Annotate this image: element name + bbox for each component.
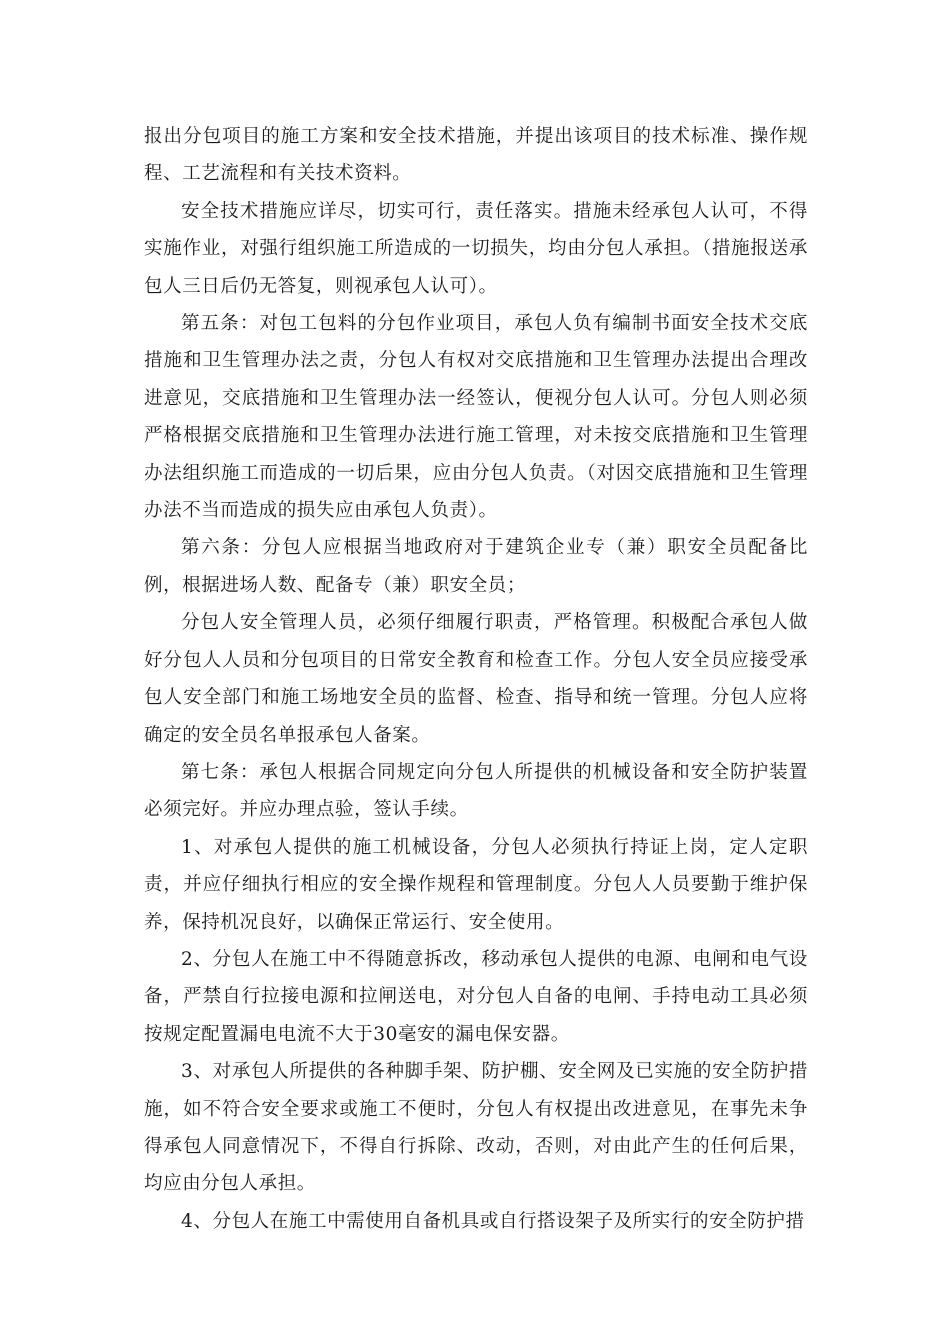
paragraph-item-3: 3、对承包人所提供的各种脚手架、防护棚、安全网及已实施的安全防护措施，如不符合安全要求或施工不便时，分包人有权提出改进意见，在事先未争得承包人同意情况下，不得自行拆除、改动，否则，对由此产生的任何后果，均应由分包人承担。 <box>144 1061 808 1195</box>
paragraph-article-6: 第六条：分包人应根据当地政府对于建筑企业专（兼）职安全员配备比例，根据进场人数、配备专（兼）职安全员； <box>144 537 808 596</box>
paragraph-item-1: 1、对承包人提供的施工机械设备，分包人必须执行持证上岗，定人定职责，并应仔细执行相应的安全操作规程和管理制度。分包人人员要勤于维护保养，保持机况良好，以确保正常运行、安全使用。 <box>144 836 808 933</box>
paragraph-safety-staff: 分包人安全管理人员，必须仔细履行职责，严格管理。积极配合承包人做好分包人人员和分包项目的日常安全教育和检查工作。分包人安全员应接受承包人安全部门和施工场地安全员的监督、检查、指导和统一管理。分包人应将确定的安全员名单报承包人备案。 <box>144 612 808 746</box>
paragraph-item-2: 2、分包人在施工中不得随意拆改，移动承包人提供的电源、电闸和电气设备，严禁自行拉接电源和拉闸送电，对分包人自备的电闸、手持电动工具必须按规定配置漏电电流不大于30毫安的漏电保安器。 <box>144 948 808 1045</box>
paragraph-1: 报出分包项目的施工方案和安全技术措施，并提出该项目的技术标准、操作规程、工艺流程和有关技术资料。 <box>144 126 808 185</box>
paragraph-article-5: 第五条：对包工包料的分包作业项目，承包人负有编制书面安全技术交底措施和卫生管理办法之责，分包人有权对交底措施和卫生管理办法提出合理改进意见，交底措施和卫生管理办法一经签认，便视分包人认可。分包人则必须严格根据交底措施和卫生管理办法进行施工管理，对未按交底措施和卫生管理办法组织施工而造成的一切后果，应由分包人负责。（对因交底措施和卫生管理办法不当而造成的损失应由承包人负责）。 <box>144 313 808 522</box>
document-body <box>144 118 808 1240</box>
paragraph-2: 安全技术措施应详尽，切实可行，责任落实。措施未经承包人认可，不得实施作业，对强行组织施工所造成的一切损失，均由分包人承担。（措施报送承包人三日后仍无答复，则视承包人认可）。 <box>144 200 808 297</box>
paragraph-item-4: 4、分包人在施工中需使用自备机具或自行搭设架子及所实行的安全防护措 <box>181 1210 805 1232</box>
paragraph-article-7: 第七条：承包人根据合同规定向分包人所提供的机械设备和安全防护装置必须完好。并应办理点验，签认手续。 <box>144 761 808 821</box>
